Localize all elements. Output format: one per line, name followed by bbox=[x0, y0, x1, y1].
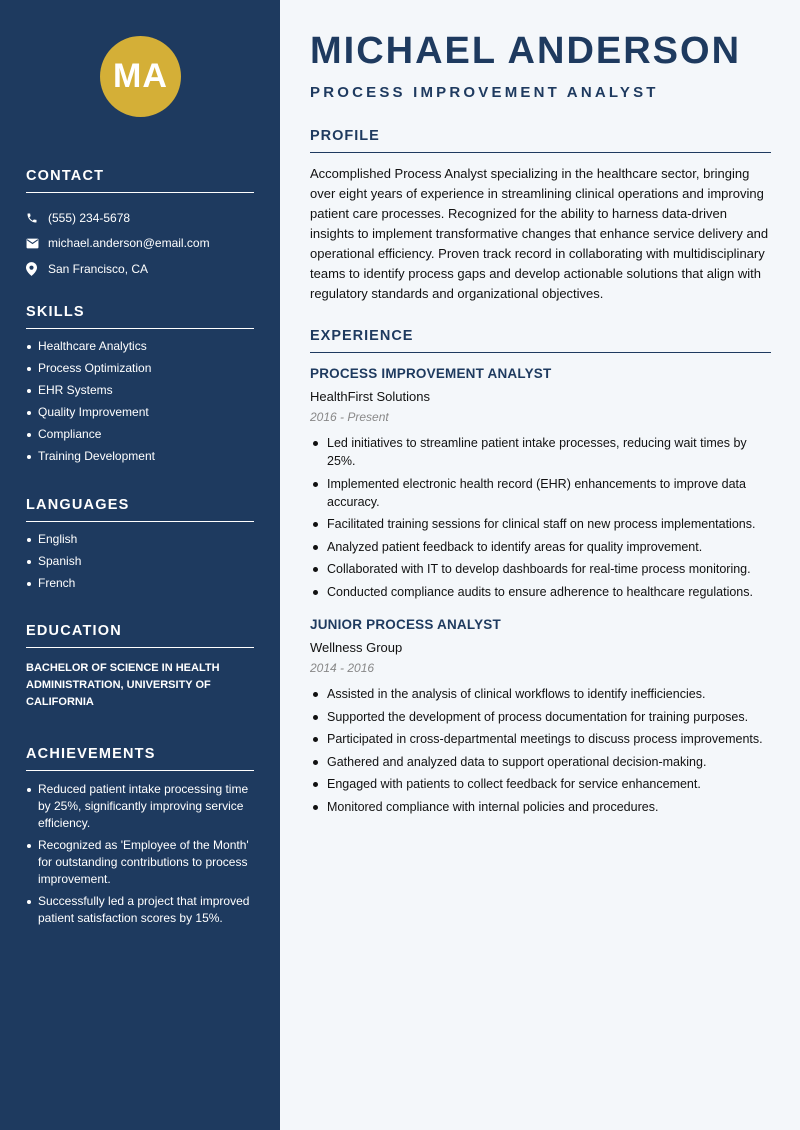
skill-item: Process Optimization bbox=[26, 361, 254, 376]
job-dates: 2014 - 2016 bbox=[310, 661, 375, 675]
job-company: Wellness Group bbox=[310, 640, 403, 655]
avatar-initials: MA bbox=[113, 57, 168, 95]
skills-section bbox=[26, 304, 254, 471]
job-bullet: Participated in cross-departmental meetings to discuss process improvements. bbox=[310, 730, 771, 748]
skill-item: Training Development bbox=[26, 449, 254, 464]
job-bullet: Analyzed patient feedback to identify areas for quality improvement. bbox=[310, 538, 771, 556]
job-dates: 2016 - Present bbox=[310, 410, 389, 424]
contact-location bbox=[26, 256, 254, 282]
achievements-list bbox=[26, 781, 254, 927]
skill-item: EHR Systems bbox=[26, 383, 254, 398]
skills-list bbox=[26, 339, 254, 464]
job-bullet: Gathered and analyzed data to support operational decision-making. bbox=[310, 753, 771, 771]
contact-phone-text: (555) 234-5678 bbox=[48, 210, 131, 225]
job-bullets bbox=[310, 685, 771, 816]
languages-list bbox=[26, 532, 254, 591]
job-bullet: Implemented electronic health record (EHR) enhancements to improve data accuracy. bbox=[310, 475, 771, 511]
achievement-item: Recognized as 'Employee of the Month' for outstanding contributions to process improvement. bbox=[26, 837, 254, 888]
job-bullet: Collaborated with IT to develop dashboards for real-time process monitoring. bbox=[310, 560, 771, 578]
achievement-item: Reduced patient intake processing time by 25%, significantly improving service efficiency. bbox=[26, 781, 254, 832]
job-entry bbox=[310, 617, 771, 820]
profile-heading: PROFILE bbox=[310, 128, 771, 153]
job-bullet: Facilitated training sessions for clinical staff on new process implementations. bbox=[310, 515, 771, 533]
languages-heading: LANGUAGES bbox=[26, 497, 254, 522]
email-icon bbox=[26, 238, 48, 249]
job-bullet: Assisted in the analysis of clinical workflows to identify inefficiencies. bbox=[310, 685, 771, 703]
candidate-title: PROCESS IMPROVEMENT ANALYST bbox=[310, 84, 659, 101]
job-title: PROCESS IMPROVEMENT ANALYST bbox=[310, 366, 552, 381]
job-company: HealthFirst Solutions bbox=[310, 389, 430, 404]
avatar bbox=[100, 36, 181, 117]
languages-section bbox=[26, 497, 254, 598]
job-bullet: Conducted compliance audits to ensure adherence to healthcare regulations. bbox=[310, 583, 771, 601]
education-section bbox=[26, 623, 254, 711]
job-bullet: Supported the development of process documentation for training purposes. bbox=[310, 708, 771, 726]
job-entry bbox=[310, 366, 771, 605]
contact-list bbox=[26, 205, 254, 282]
job-bullet: Engaged with patients to collect feedback for service enhancement. bbox=[310, 775, 771, 793]
contact-phone bbox=[26, 205, 254, 231]
achievements-section bbox=[26, 746, 254, 932]
education-degree: BACHELOR OF SCIENCE IN HEALTH ADMINISTRATION, UNIVERSITY OF CALIFORNIA bbox=[26, 662, 220, 708]
contact-location-text: San Francisco, CA bbox=[48, 261, 149, 276]
profile-section bbox=[310, 128, 771, 304]
experience-section bbox=[310, 328, 771, 353]
profile-text: Accomplished Process Analyst specializing in the healthcare sector, bringing over eight years of experience in streamlining clinical operations and improving patient care processes. Recognized for the ability to harness data-driven insights to implement transformative changes that enhance service delivery and operational efficiency. Proven track record in collaborating with multidisciplinary teams to identify process gaps and develop actionable solutions that align with regulatory standards and organizational objectives. bbox=[310, 166, 769, 301]
contact-email-text: michael.anderson@email.com bbox=[48, 236, 210, 251]
sidebar bbox=[0, 0, 280, 1130]
skill-item: Healthcare Analytics bbox=[26, 339, 254, 354]
contact-section bbox=[26, 168, 254, 282]
education-heading: EDUCATION bbox=[26, 623, 254, 648]
contact-email bbox=[26, 231, 254, 257]
skills-heading: SKILLS bbox=[26, 304, 254, 329]
experience-heading: EXPERIENCE bbox=[310, 328, 771, 353]
contact-heading: CONTACT bbox=[26, 168, 254, 193]
location-pin-icon bbox=[26, 262, 48, 276]
skill-item: Quality Improvement bbox=[26, 405, 254, 420]
phone-icon bbox=[26, 212, 48, 224]
language-item: English bbox=[26, 532, 254, 547]
job-bullets bbox=[310, 434, 771, 601]
job-bullet: Monitored compliance with internal policies and procedures. bbox=[310, 798, 771, 816]
language-item: French bbox=[26, 576, 254, 591]
job-title: JUNIOR PROCESS ANALYST bbox=[310, 617, 501, 632]
language-item: Spanish bbox=[26, 554, 254, 569]
skill-item: Compliance bbox=[26, 427, 254, 442]
candidate-name: MICHAEL ANDERSON bbox=[310, 30, 742, 72]
achievements-heading: ACHIEVEMENTS bbox=[26, 746, 254, 771]
achievement-item: Successfully led a project that improved patient satisfaction scores by 15%. bbox=[26, 893, 254, 927]
job-bullet: Led initiatives to streamline patient intake processes, reducing wait times by 25%. bbox=[310, 434, 771, 470]
